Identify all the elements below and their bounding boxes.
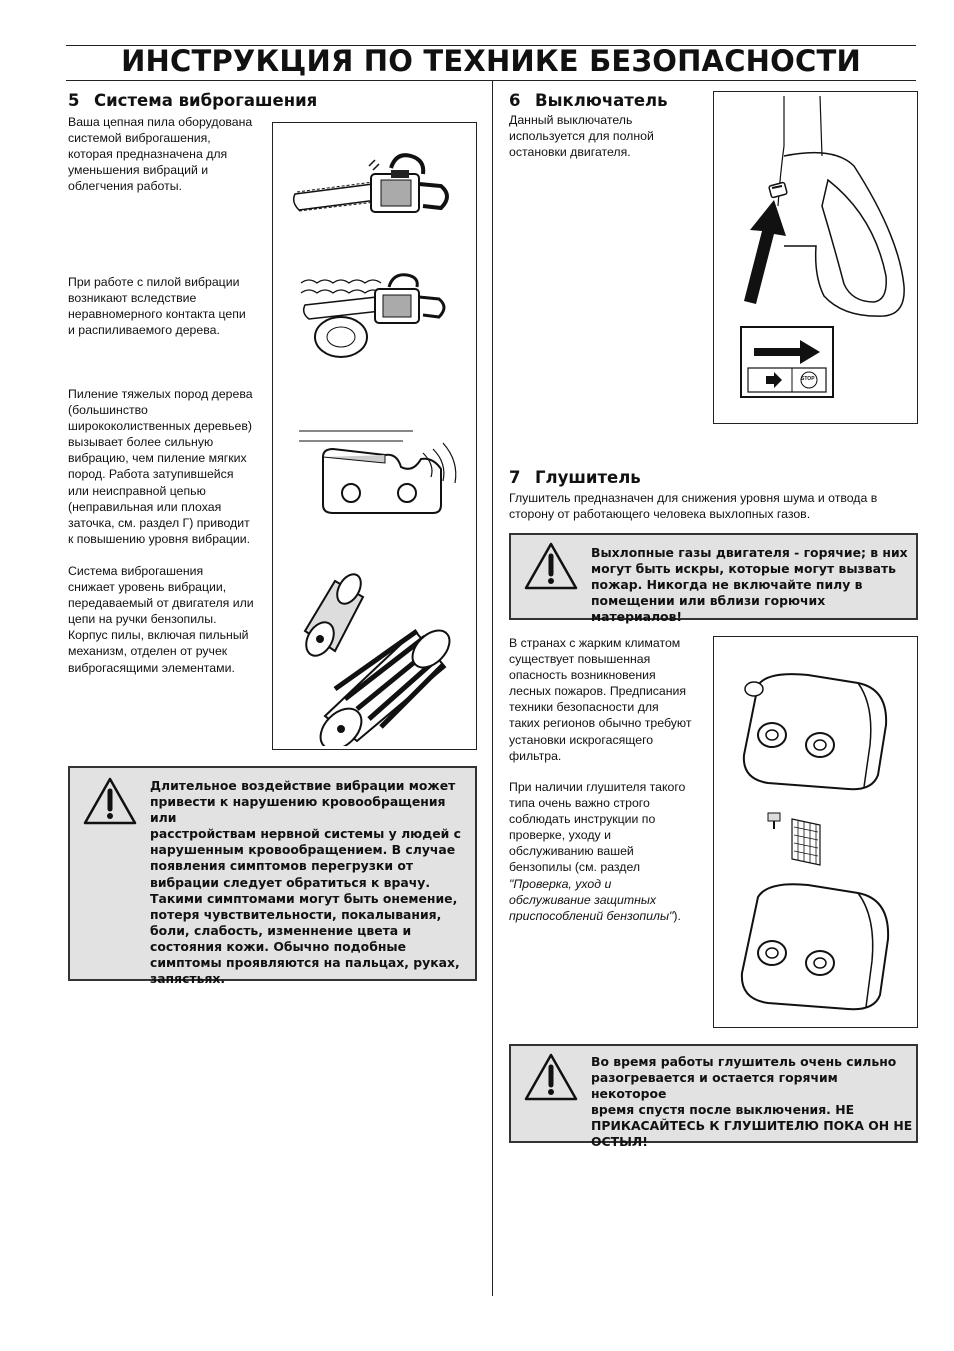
- stop-label: STOP: [801, 376, 815, 382]
- chainsaw-illustration: [291, 148, 461, 228]
- section6-title: Выключатель: [535, 91, 668, 110]
- muffler-hot-warning-box: [509, 1044, 918, 1150]
- section5-para1: Ваша цепная пила оборудована системой виброгашения, которая предназначена для уменьшения вибраций и облегчения работы.: [68, 115, 253, 194]
- section7-para1: Глушитель предназначен для снижения уровня шума и отвода в сторону от работающего человека выхлопных газов.: [509, 491, 878, 522]
- stop-switch-handle-illustration: [724, 96, 914, 321]
- exhaust-warning-text: Выхлопные газы двигателя - горячие; в них могут быть искры, которые могут вызвать пожар. Никогда не включайте пилу в помещении или вблизи горючих материалов!: [591, 545, 908, 625]
- chainsaw-cutting-log-illustration: [299, 263, 469, 363]
- section6-number: 6: [509, 91, 521, 110]
- vibration-warning-box: [68, 766, 477, 987]
- section6-heading: [509, 91, 668, 110]
- column-divider: [492, 81, 493, 1296]
- stop-switch-figure-frame: [713, 91, 918, 424]
- muffler-illustration: [728, 665, 908, 795]
- vibration-warning-text: Длительное воздействие вибрации может привести к нарушению кровообращения или расстройствам нервной системы у людей с нарушенным кровообращением. В случае появления симптомов перегрузки от вибрации следует обратиться к врачу. Такими симптомами могут быть онемение, потеря чувствительности, покалывания, боли, слабость, изменнение цвета и состояния кожи. Обычно подобные симптомы проявляются на пальцах, руках, запястьях.: [150, 778, 461, 987]
- section7-para3: [509, 779, 714, 924]
- vibration-figure-frame: [272, 122, 477, 750]
- section7-para3-end: ).: [673, 908, 681, 923]
- exhaust-warning-box: [509, 533, 918, 625]
- muffler-with-arrestor-illustration: [728, 877, 908, 1017]
- section5-para2: При работе с пилой вибрации возникают вследствие неравномерного контакта цепи и распиливаемого дерева.: [68, 275, 246, 338]
- section7-number: 7: [509, 468, 521, 487]
- warning-triangle-icon: [523, 541, 579, 591]
- page-title: ИНСТРУКЦИЯ ПО ТЕХНИКЕ БЕЗОПАСНОСТИ: [121, 44, 861, 78]
- saw-chain-link-illustration: [293, 419, 463, 529]
- section7-heading: [509, 468, 641, 487]
- title-underline: [66, 80, 916, 81]
- warning-triangle-icon: [523, 1052, 579, 1102]
- muffler-hot-warning-text: Во время работы глушитель очень сильно разогревается и остается горячим некоторое время спустя после выключения. НЕ ПРИКАСАЙТЕСЬ К ГЛУШИТЕЛЮ ПОКА ОН НЕ ОСТЫЛ!: [591, 1054, 913, 1150]
- section5-heading: [68, 91, 317, 110]
- section7-title: Глушитель: [535, 468, 641, 487]
- section5-para4: Система виброгашения снижает уровень вибрации, передаваемый от двигателя или цепи на ручки бензопилы. Корпус пилы, включая пильный механизм, отделен от ручек виброгасящими элементами.: [68, 564, 254, 675]
- stop-symbol-icon: [740, 326, 834, 398]
- section5-para3: Пиление тяжелых пород дерева (большинство ширококолиственных деревьев) вызывает более сильную вибрацию, чем пиление мягких пород. Работа затупившейся или неисправной цепью (неправильная или плохая заточка, см. раздел Г) приводит к повышению уровня вибрации.: [68, 387, 253, 546]
- section5-title: Система виброгашения: [94, 91, 318, 110]
- spark-arrestor-screen-illustration: [764, 805, 834, 875]
- section7-para3-italic: "Проверка, уход и обслуживание защитных приспособлений бензопилы": [509, 876, 674, 923]
- section6-para1: Данный выключатель используется для полной остановки двигателя.: [509, 113, 654, 160]
- vibration-damper-illustration: [295, 571, 465, 746]
- muffler-figure-frame: [713, 636, 918, 1028]
- warning-triangle-icon: [82, 776, 138, 826]
- section7-para2: В странах с жарким климатом существует повышенная опасность возникновения лесных пожаров. Предписания техники безопасности для таких регионов обычно требуют установки искрогасящего фильтра.: [509, 636, 692, 763]
- section7-para3-text: При наличии глушителя такого типа очень важно строго соблюдать инструкции по проверке, уходу и обслуживанию вашей бензопилы (см. раздел: [509, 780, 686, 875]
- section5-number: 5: [68, 91, 80, 110]
